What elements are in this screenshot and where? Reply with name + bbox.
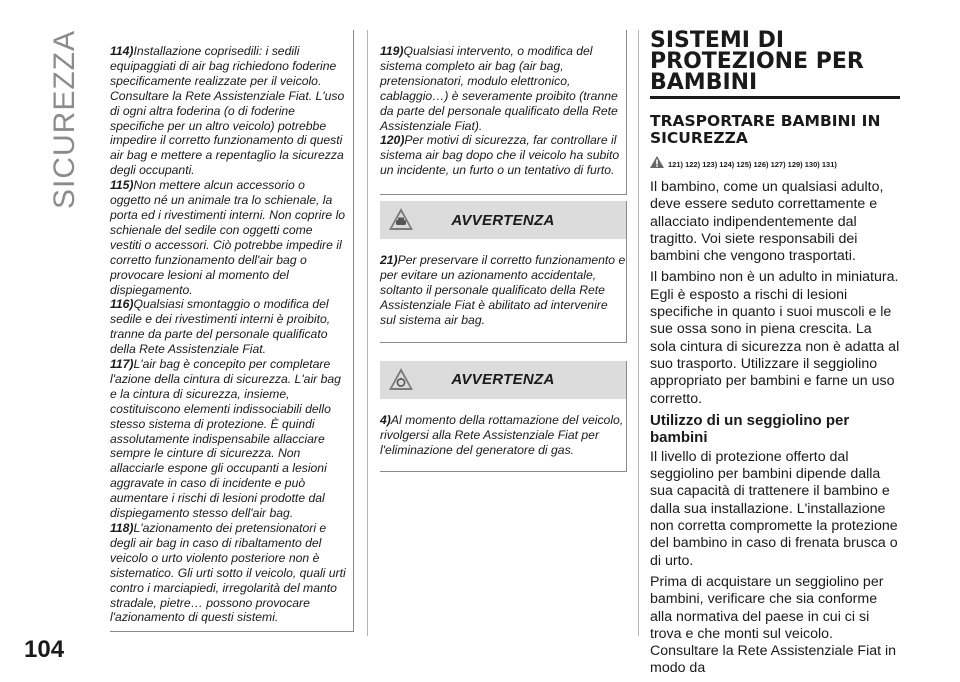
car-warning-icon [388,207,414,236]
note-item: 120)Per motivi di sicurezza, far controllare il sistema air bag dopo che il veicolo ha subito un incidente, un furto o un tentativo di furto. [380,133,620,178]
column-divider [367,30,368,636]
note-item: 117)L'air bag è concepito per completare l'azione della cintura di sicurezza. L'air bag e la cintura di sicurezza, insieme, costituiscono elementi indissociabili dello stesso sistema di protezione. È quindi assolutamente indispensabile allacciare sempre le cinture di sicurezza. Non allacciarle espone gli occupanti a lesioni aggravate in caso di incidente e può aumentare i rischi di lesioni prodotte dal dispiegamento stesso dell'air bag. [110,357,341,521]
warning-title: AVVERTENZA [451,211,555,229]
column-main [650,30,900,682]
note-item: 118)L'azionamento dei pretensionatori e degli air bag in caso di ribaltamento del veicolo o urto violento posteriore non è sistematico. Gli urti sotto il veicolo, quali urti contro i marciapiedi, irregolarità del manto stradale, pietre… possono provocare l'azionamento di questi sistemi. [110,521,346,625]
paragraph: Il livello di protezione offerto dal seggiolino per bambini dipende dalla sua capacità di trattenere il bambino e dalla sua installazione. L'installazione non corretta compromette la protezione del bambino in caso di frenata brusca o di urto. [650,448,898,569]
warning-header [380,201,626,239]
warning-title: AVVERTENZA [451,371,555,389]
recycle-warning-icon [388,367,414,396]
warning-box [380,201,627,343]
section-heading: SISTEMI DI PROTEZIONE PER BAMBINI [650,30,900,99]
page-number: 104 [24,636,65,663]
warning-text: 4)Al momento della rottamazione del veicolo, rivolgersi alla Rete Assistenziale Fiat per l'eliminazione del generatore di gas. [380,412,624,457]
paragraph: Il bambino non è un adulto in miniatura. Egli è esposto a rischi di lesioni specifiche in quanto i suoi muscoli e le sue ossa sono in piena crescita. La sola cintura di sicurezza non è adatta al suo trasporto. Utilizzare il seggiolino appropriato per bambini e farne un uso corretto. [650,269,900,407]
warning-body [380,239,626,342]
reference-numbers: 121) 122) 123) 124) 125) 126) 127) 129) 130) 131) [668,159,837,169]
warning-box [380,361,627,473]
warning-header [380,361,626,399]
reference-list [650,155,900,173]
paragraph: Il bambino, come un qualsiasi adulto, deve essere seduto correttamente e allacciato indipendentemente dal tragitto. Voi siete responsabili dei bambini che vengono trasportati. [650,179,884,265]
subheading-child-seat: Utilizzo di un seggiolino per bambini [650,411,850,447]
note-item: 116)Qualsiasi smontaggio o modifica del sedile e dei rivestimenti interni è proibito, tranne da parte del personale qualificato della Rete Assistenziale Fiat. [110,297,331,357]
note-item: 119)Qualsiasi intervento, o modifica del sistema completo air bag (air bag, pretensionatori, modulo elettronico, cablaggio…) è severamente proibito (tranne da parte del personale qualificato della Rete Assistenziale Fiat). [380,44,618,133]
section-tab: SICUREZZA [48,30,81,210]
notes-box [380,30,627,195]
column-notes-2 [380,30,627,472]
notes-box [110,30,354,632]
warning-triangle-icon [650,155,664,173]
paragraph: Prima di acquistare un seggiolino per bambini, verificare che sia conforme alla normativa del paese in cui ci si trova e che monti sul veicolo. Consultare la Rete Assistenziale Fiat in modo da [650,573,897,677]
column-divider [638,30,639,636]
subsection-heading: TRASPORTARE BAMBINI IN SICUREZZA [650,112,881,147]
warning-text: 21)Per preservare il corretto funzionamento e per evitare un azionamento accidentale, soltanto il personale qualificato della Rete Assistenziale Fiat è abilitato ad intervenire sul sistema air bag. [380,253,626,327]
note-item: 114)Installazione coprisedili: i sedili equipaggiati di air bag richiedono foderine specificamente realizzate per il veicolo. Consultare la Rete Assistenziale Fiat. L'uso di ogni altra foderina (o di foderine specifiche per un altro veicolo) potrebbe impedire il corretto funzionamento di questi air bag e mettere a repentaglio la sicurezza degli occupanti. [110,44,345,178]
column-notes-1 [110,30,354,632]
warning-body [380,399,626,472]
note-item: 115)Non mettere alcun accessorio o oggetto né un animale tra lo schienale, la porta ed i rivestimenti interni. Non coprire lo schienale del sedile con oggetti come vestiti o accessori. Ciò potrebbe impedire il corretto funzionamento dell'air bag o provocare lesioni al momento del dispiegamento. [110,178,346,297]
